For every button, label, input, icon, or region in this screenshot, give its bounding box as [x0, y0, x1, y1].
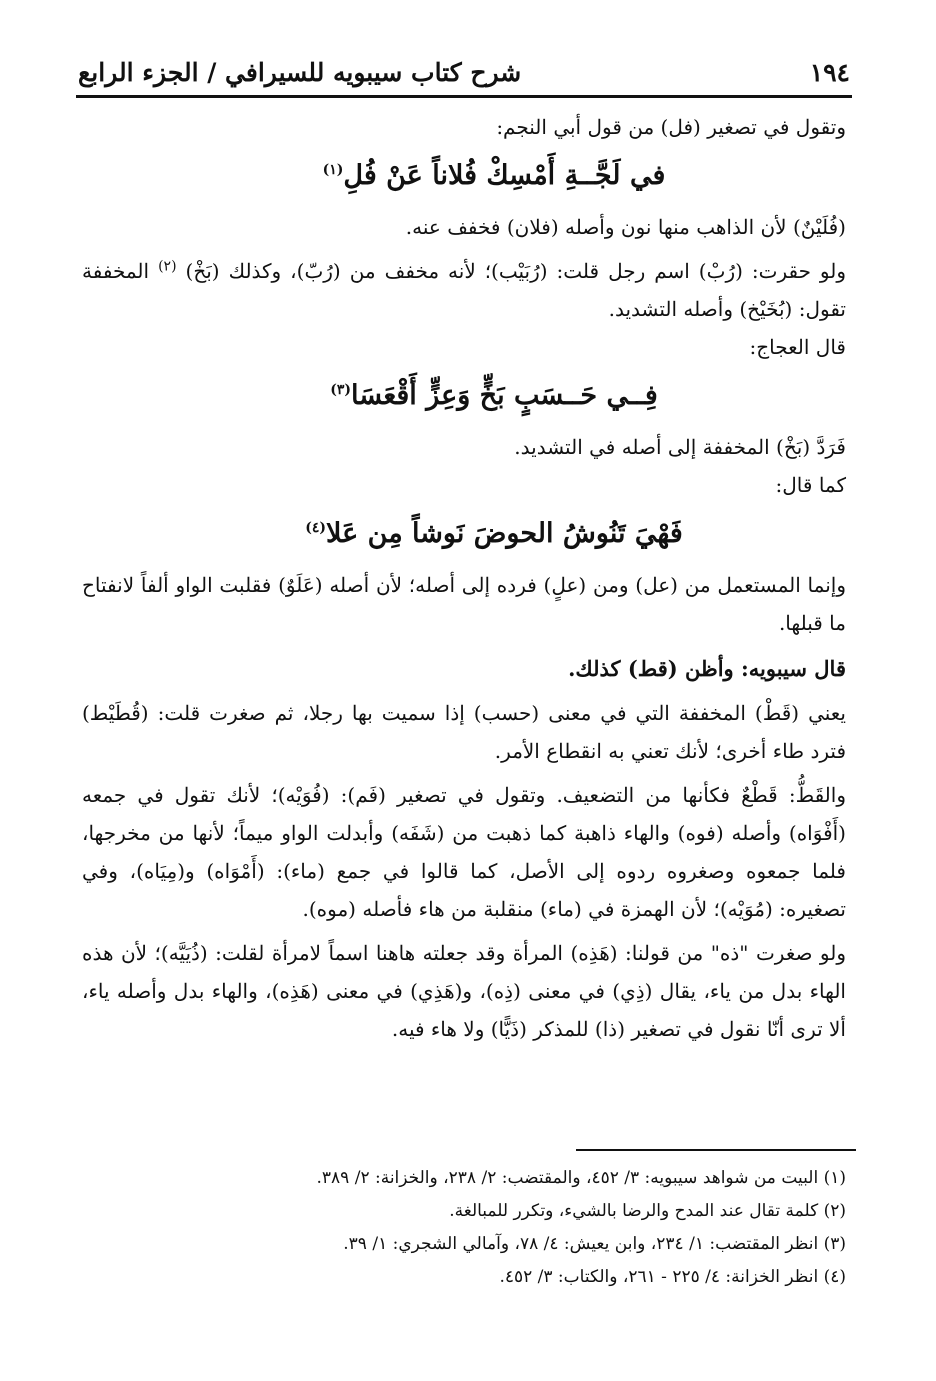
paragraph: (فُلَيْنٌ) لأن الذاهب منها نون وأصله (فلان) فخفف عنه. [405, 215, 846, 239]
main-text [82, 108, 846, 1048]
header-rule [76, 95, 852, 98]
paragraph: قال سيبويه: وأظن (قط) كذلك. [568, 656, 846, 681]
footnote-ref: (١) [322, 162, 344, 178]
verse-text: فِــي حَــسَبٍ بَخٍّ وَعِزٍّ أَقْعَسَا [351, 380, 658, 411]
paragraph: كما قال: [775, 473, 846, 497]
verse [82, 510, 846, 558]
footnote: (٤) انظر الخزانة: ٤/ ٢٢٥ - ٢٦١، والكتاب: ٣/ ٤٥٢. [499, 1267, 846, 1287]
paragraph-text: المخففة تقول: (بُخَيْخ) وأصله التشديد. [82, 259, 846, 321]
paragraph: وإنما المستعمل من (عل) ومن (علٍ) فرده إلى أصله؛ لأن أصله (عَلَوٌ) فقلبت الواو ألفاً لانفتاح ما قبلها. [82, 573, 846, 635]
verse [82, 152, 846, 200]
footnote: (٢) كلمة تقال عند المدح والرضا بالشيء، وتكرر للمبالغة. [449, 1201, 846, 1221]
verse [82, 372, 846, 420]
footnote: (١) البيت من شواهد سيبويه: ٣/ ٤٥٢، والمقتضب: ٢/ ٢٣٨، والخزانة: ٢/ ٣٨٩. [316, 1168, 846, 1188]
footnote-ref: (٤) [305, 520, 327, 536]
paragraph-text: ولو حقرت: (رُبْ) اسم رجل قلت: (رُبَيْب)؛ لأنه مخفف من (رُبّ)، وكذلك (بَخْ) [185, 259, 847, 283]
footnote-rule [576, 1149, 856, 1151]
footnote-ref: (٣) [330, 382, 352, 398]
verse-text: فَهْيَ تَنُوشُ الحوضَ نَوشاً مِن عَلا [326, 518, 683, 549]
verse-text: في لَجَّــةِ أَمْسِكْ فُلاناً عَنْ فُلِ [343, 160, 666, 191]
footnote: (٣) انظر المقتضب: ١/ ٢٣٤، وابن يعيش: ٤/ ٧٨، وآمالي الشجري: ١/ ٣٩. [343, 1234, 846, 1254]
paragraph: والقَطُّ: قَطْعٌ فكأنها من التضعيف. وتقول في تصغير (فَم): (فُوَيْه)؛ لأنك تقول في جمعه (أَفْوَاه) وأصله (فوه) والهاء ذاهبة كما ذهبت من (شَفَه) وأبدلت الواو ميماً؛ لأنها من مخرجها، فلما جمعوه وصغروه ردوه إلى الأصل، كما قالوا في جمع (ماء): (أَمْوَاه) و(مِيَاه)، وفي تصغيره: (مُوَيْه)؛ لأن الهمزة في (ماء) منقلبة من هاء فأصله (موه). [82, 783, 846, 921]
page-number: ١٩٤ [809, 57, 850, 87]
paragraph: قال العجاج: [749, 335, 846, 359]
paragraph: ولو صغرت "ذه" من قولنا: (هَذِه) المرأة وقد جعلته هاهنا اسماً لامرأة لقلت: (ذُيَيَّه)؛ لأن هذه الهاء بدل من ياء، يقال (ذِي) في معنى (ذِه)، و(هَذِي) في معنى (هَذِه)، والهاء بدل وأصله ياء، ألا ترى أنّا نقول في تصغير (ذا) للمذكر (ذَيًّا) ولا هاء فيه. [82, 941, 846, 1041]
footnotes [82, 1162, 846, 1294]
paragraph: وتقول في تصغير (فل) من قول أبي النجم: [496, 115, 846, 139]
footnote-ref: (٢) [158, 258, 177, 275]
running-title: شرح كتاب سيبويه للسيرافي / الجزء الرابع [78, 57, 522, 87]
page-header [78, 52, 850, 92]
paragraph: يعني (قَطْ) المخففة التي في معنى (حسب) إذا سميت بها رجلا، ثم صغرت قلت: (قُطَيْط) فترد طاء أخرى؛ لأنك تعني به انقطاع الأمر. [82, 701, 846, 763]
paragraph: فَرَدَّ (بَخْ) المخففة إلى أصله في التشديد. [514, 435, 846, 459]
paragraph [82, 252, 846, 328]
